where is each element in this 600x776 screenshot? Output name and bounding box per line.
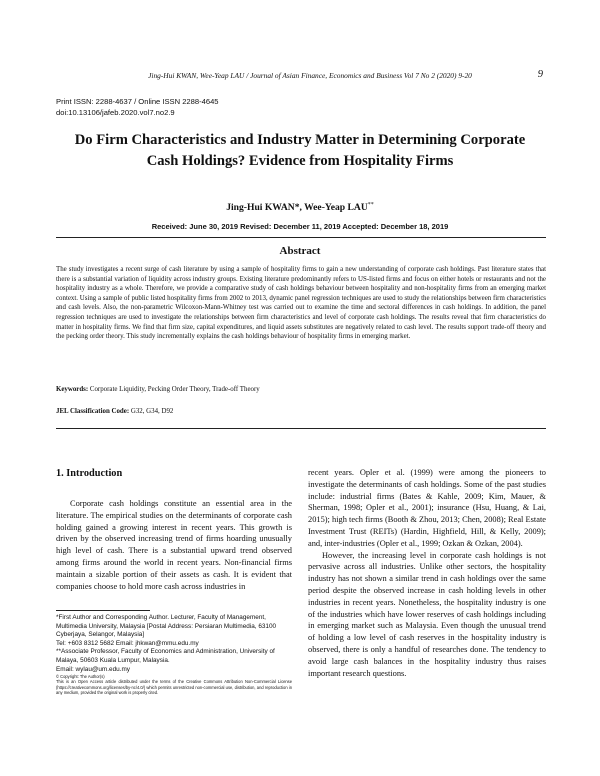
- author-marker: **: [367, 202, 374, 208]
- doi-link[interactable]: doi:10.13106/jafeb.2020.vol7.no2.9: [56, 107, 175, 117]
- right-column: [308, 467, 546, 679]
- author-list: [40, 199, 560, 214]
- footnote-first-author: *First Author and Corresponding Author. Lecturer, Faculty of Management, Multimedia University, Malaysia [Postal Address: Persiaran Multimedia, 63100 Cyberjaya, Selangor, Malaysia]: [56, 614, 277, 639]
- submission-dates: Received: June 30, 2019 Revised: December 11, 2019 Accepted: December 18, 2019: [151, 222, 449, 231]
- running-head: [0, 70, 600, 82]
- footnote-second-contact: Email: wylau@um.edu.my: [56, 665, 130, 673]
- intro-paragraph-2: recent years. Opler et al. (1999) were among the pioneers to investigate the determinants of cash holdings. Some of the past studies include: industrial firms (Bates & Kahle, 2009; Kim, Mauer, & Sherman, 1998; Opler et al., 2001); insurance (Hsu, Huang, & Lai, 2015); high tech firms (Booth & Zhou, 2013; Chen, 2008); Real Estate Investment Trust (REITs) (Hardin, Highfield, Hill, & Kelly, 2009); and, inter-industries (Opler et al., 1999; Ozkan & Ozkan, 2004).: [308, 468, 546, 548]
- footnote-rule: [56, 610, 150, 611]
- intro-paragraph-3: However, the increasing level in corporate cash holdings is not pervasive across all industries. Unlike other sectors, the hospitality industry has not shown a similar trend in cash holdings over the same period despite the observed increase in cash holding levels in other industries in recent years. Nonetheless, the hospitality industry is one of the industries which have lower reserves of cash holdings including in emerging market such as Malaysia. Even though the unusual trend of holding a low level of cash reserves in the hospitality industry is observed, there is only a handful of researches done. The tendency to avoid large cash balances in the hospitality industry thus raises important research questions.: [308, 550, 546, 678]
- footnotes: [56, 614, 292, 695]
- divider-top: [56, 237, 546, 238]
- footnote-second-author: **Associate Professor, Faculty of Economics and Administration, University of Malaya, 50603 Kuala Lumpur, Malaysia.: [56, 648, 275, 664]
- keywords: [56, 385, 546, 395]
- jel-label: JEL Classification Code:: [56, 408, 130, 415]
- footnote-first-contact: Tel: +603 8312 5682 Email: jhkwan@mmu.edu.my: [56, 639, 199, 647]
- identifiers: [56, 97, 219, 118]
- left-column: [56, 467, 292, 592]
- keywords-label: Keywords:: [56, 386, 89, 393]
- paper-title: [40, 130, 560, 172]
- title-line-1: Do Firm Characteristics and Industry Matter in Determining Corporate: [74, 132, 526, 148]
- intro-paragraph-1: Corporate cash holdings constitute an essential area in the literature. The empirical studies on the determinants of corporate cash holding gained a growing interest in recent years. This growth is driven by the observed increasing trend of firms hoarding unusually high level of cash. There is a substantial upward trend observed among firms around the world in recent years. Non-financial firms maintain a sizable portion of their assets as cash. It is evident that companies choose to hold more cash across industries in: [56, 499, 292, 591]
- footnote-copyright: © Copyright: The Author(s): [56, 674, 105, 680]
- divider-bottom: [56, 428, 546, 429]
- keywords-text: Corporate Liquidity, Pecking Order Theory, Trade-off Theory: [89, 386, 260, 393]
- jel-text: G32, G34, D92: [130, 408, 174, 415]
- abstract-heading: Abstract: [279, 245, 321, 257]
- page-number: 9: [537, 69, 543, 80]
- title-line-2: Cash Holdings? Evidence from Hospitality Firms: [146, 153, 454, 169]
- introduction-heading: 1. Introduction: [56, 468, 123, 479]
- abstract-body: The study investigates a recent surge of cash literature by using a sample of hospitality firms to gain a new understanding of corporate cash holdings. Past literature states that there is a substantial variation of liquidity across industry groups. Existing literature predominantly refers to US-listed firms and focus on either hotels or restaurants and not the hospitality industry as a whole. Therefore, we provide a comparative study of cash holdings behaviour between hospitality and non-hospitality firms from an emerging market context. Using a sample of public listed hospitality firms from 2002 to 2013, dynamic panel regression techniques are used to study the relationships between firm characteristics and cash levels. Also, the non-parametric Wilcoxon-Mann-Whitney test was carried out to examine the time and sectoral differences in cash holdings. In addition, the panel regression techniques are used to investigate the relationships between firm characteristics and level of corporate cash holdings. The results reveal that firm characteristics do matter in hospitality firms. We find that firm size, capital expenditures, and liquid assets substitutes are negatively related to cash level. The results support trade-off theory and the pecking order theory. This study incrementally explains the cash holdings behaviour of hospitality firms in emerging market.: [56, 266, 546, 341]
- author-names: Jing-Hui KWAN*, Wee-Yeap LAU: [226, 202, 368, 214]
- running-head-text: Jing-Hui KWAN, Wee-Yeap LAU / Journal of Asian Finance, Economics and Business Vol 7 No 2 (2020) 9-20: [148, 71, 472, 80]
- footnote-license: This is an Open Access article distributed under the terms of the Creative Commons Attribution Non-Commercial License (https://creativecommons.org/licenses/by-nc/4.0/) which permits unrestricted non-commercial use, distribution, and reproduction in any medium, provided the original work is properly cited.: [56, 679, 292, 696]
- jel-codes: [56, 407, 546, 417]
- issn-line: Print ISSN: 2288-4637 / Online ISSN 2288-4645: [56, 97, 219, 106]
